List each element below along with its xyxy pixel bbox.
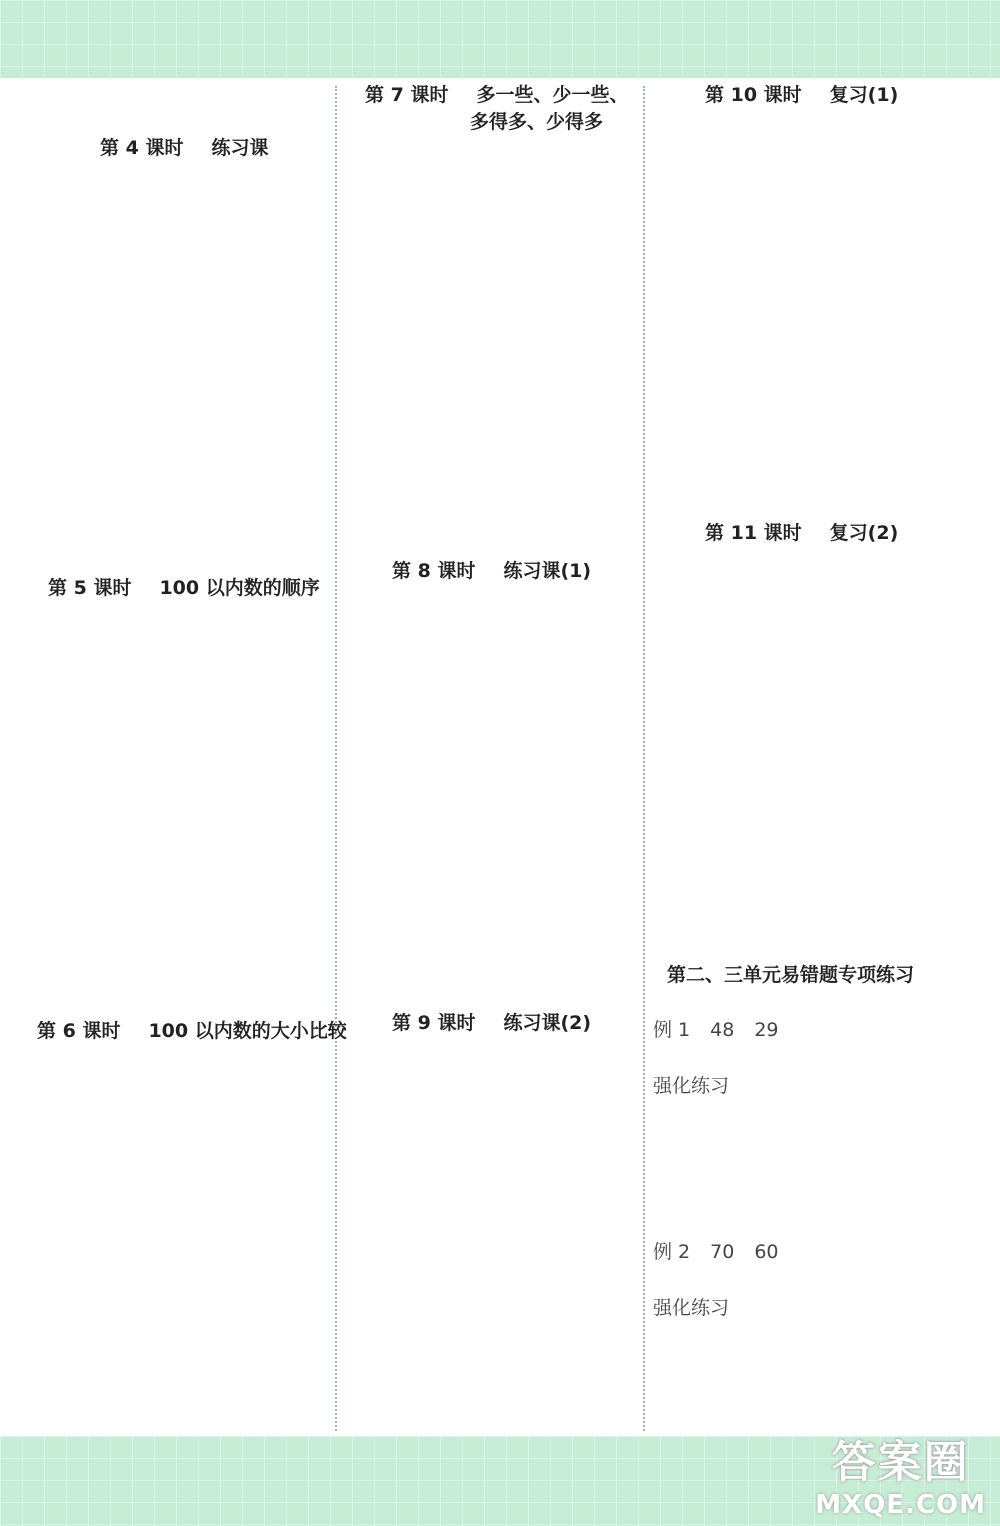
drill-label-1: 强化练习 [653,1075,730,1097]
lesson-4-heading: 第 4 课时 练习课 [100,137,269,159]
lesson-6-heading: 第 6 课时 100 以内数的大小比较 [37,1020,347,1042]
example-1: 例 1 48 29 [653,1019,779,1041]
special-practice-heading: 第二、三单元易错题专项练习 [667,964,915,986]
watermark-url: MXQE.COM [815,1490,986,1520]
lesson-8-heading: 第 8 课时 练习课(1) [392,560,592,582]
watermark-logo: 答案圈 [831,1437,970,1488]
top-decorative-band [0,0,1000,78]
answer-column-3 [645,78,1000,1436]
lesson-10-heading: 第 10 课时 复习(1) [705,84,899,106]
lesson-5-heading: 第 5 课时 100 以内数的顺序 [48,577,320,599]
drill-label-2: 强化练习 [653,1297,730,1319]
answer-column-2 [337,78,643,1436]
lesson-9-heading: 第 9 课时 练习课(2) [392,1012,592,1034]
watermark [815,1426,986,1520]
answer-column-1 [0,78,347,1436]
bottom-decorative-band [0,1436,1000,1526]
example-2: 例 2 70 60 [653,1241,779,1263]
lesson-11-heading: 第 11 课时 复习(2) [705,522,899,544]
lesson-7-heading-line2: 多得多、少得多 [470,111,604,133]
lesson-7-heading: 第 7 课时 多一些、少一些、 [365,84,629,106]
